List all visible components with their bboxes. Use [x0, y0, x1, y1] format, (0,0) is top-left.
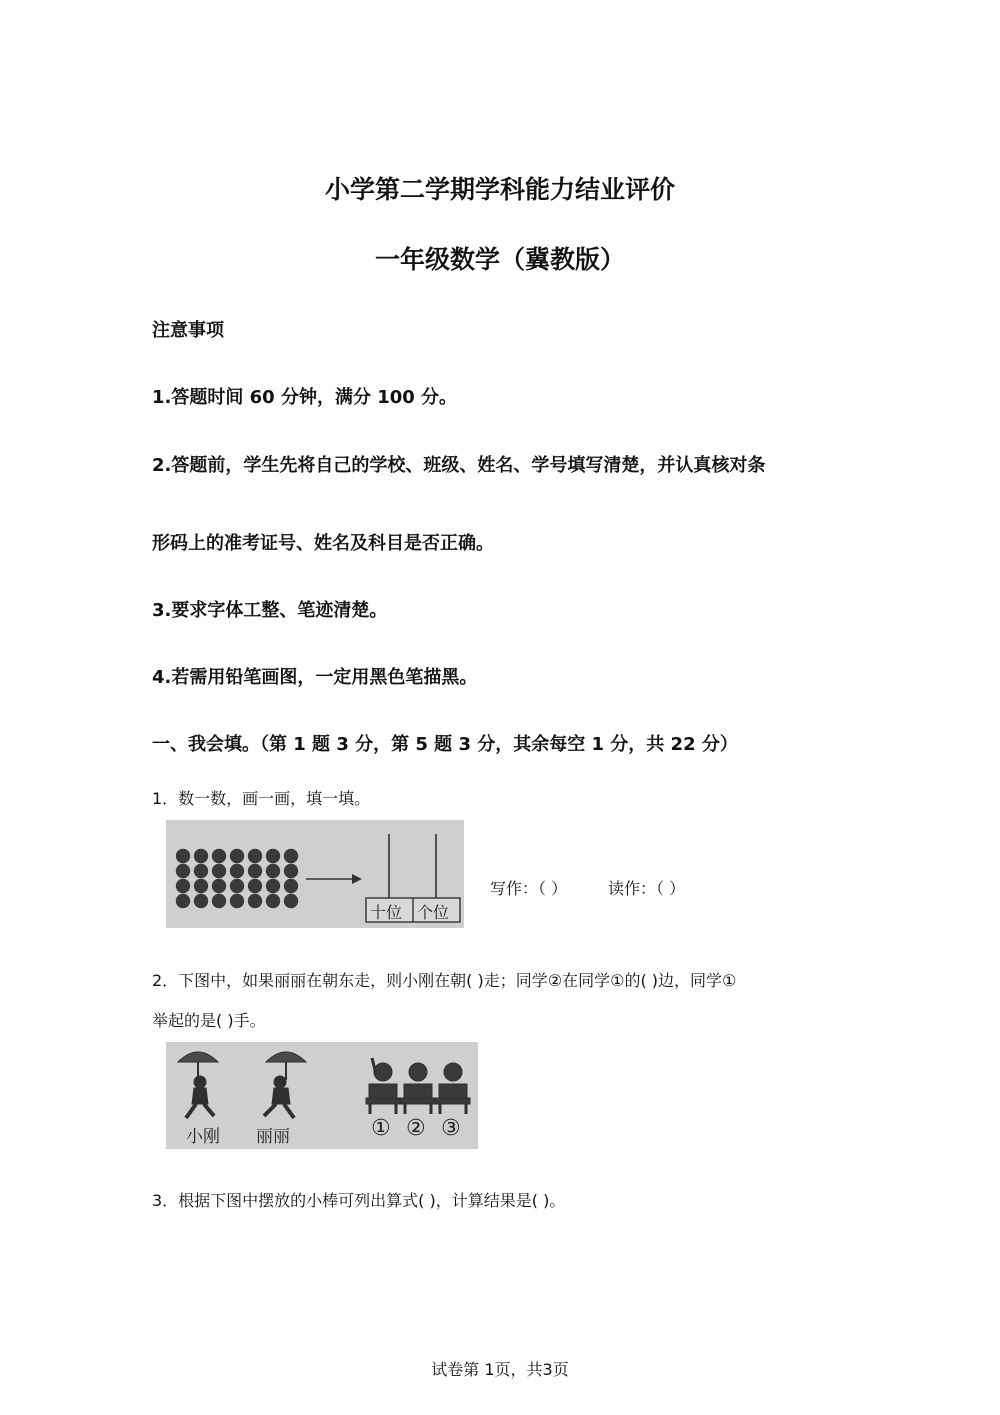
counting-dot — [248, 879, 262, 893]
question-1-text: 1．数一数，画一画，填一填。 — [152, 789, 371, 808]
label-student-3: ③ — [441, 1116, 461, 1141]
counting-dot — [212, 879, 226, 893]
children-figure — [166, 1042, 478, 1149]
note-item-2a: 2.答题前，学生先将自己的学校、班级、姓名、学号填写清楚，并认真核对条 — [152, 455, 766, 476]
abacus-ones-label: 个位 — [417, 903, 450, 922]
label-lili: 丽丽 — [256, 1127, 290, 1147]
note-item-1: 1.答题时间 60 分钟，满分 100 分。 — [152, 387, 458, 408]
counting-dot — [248, 849, 262, 863]
lili-figure — [264, 1052, 306, 1118]
counting-dot — [176, 894, 190, 908]
counting-dot — [266, 879, 280, 893]
page-footer: 试卷第 1页，共3页 — [431, 1360, 569, 1379]
counting-dot — [266, 849, 280, 863]
counting-dot — [230, 879, 244, 893]
note-item-3: 3.要求字体工整、笔迹清楚。 — [152, 600, 388, 621]
counting-dot — [284, 879, 298, 893]
counting-dot — [212, 849, 226, 863]
counting-dot — [212, 864, 226, 878]
counting-dot — [212, 894, 226, 908]
counting-dot — [230, 864, 244, 878]
counting-dot — [284, 864, 298, 878]
counting-dot — [284, 894, 298, 908]
counting-dot — [176, 864, 190, 878]
dots-abacus-figure — [166, 820, 464, 928]
counting-dot — [194, 849, 208, 863]
counting-dot — [248, 894, 262, 908]
question-2-line-1: 2．下图中，如果丽丽在朝东走，则小刚在朝( )走；同学②在同学①的( )边，同学① — [152, 971, 737, 990]
counting-dot — [194, 864, 208, 878]
note-item-2b: 形码上的准考证号、姓名及科目是否正确。 — [152, 533, 494, 554]
notes-heading: 注意事项 — [152, 320, 224, 341]
counting-dot — [194, 894, 208, 908]
counting-dot — [176, 849, 190, 863]
seated-students — [366, 1058, 470, 1114]
write-answer-blank[interactable]: 写作：（ ） — [490, 879, 568, 898]
abacus-tens-label: 十位 — [370, 903, 403, 922]
counting-dot — [230, 894, 244, 908]
counting-dot — [194, 879, 208, 893]
counting-dot — [248, 864, 262, 878]
label-xiaogang: 小刚 — [186, 1127, 220, 1147]
counting-dot — [176, 879, 190, 893]
label-student-2: ② — [406, 1116, 426, 1141]
section-heading: 一、我会填。（第 1 题 3 分，第 5 题 3 分，其余每空 1 分，共 22 分） — [152, 734, 738, 755]
question-3-text: 3．根据下图中摆放的小棒可列出算式( )，计算结果是( )。 — [152, 1191, 566, 1210]
label-student-1: ① — [371, 1116, 391, 1141]
counting-dot — [230, 849, 244, 863]
read-answer-blank[interactable]: 读作：（ ） — [608, 879, 686, 898]
counting-dot — [266, 894, 280, 908]
xiaogang-figure — [178, 1052, 218, 1118]
page-subtitle: 一年级数学（冀教版） — [374, 245, 625, 274]
question-2-line-2: 举起的是( )手。 — [152, 1011, 266, 1030]
note-item-4: 4.若需用铅笔画图，一定用黑色笔描黑。 — [152, 667, 478, 688]
counting-dot — [284, 849, 298, 863]
counting-dot — [266, 864, 280, 878]
page-title: 小学第二学期学科能力结业评价 — [324, 175, 675, 204]
